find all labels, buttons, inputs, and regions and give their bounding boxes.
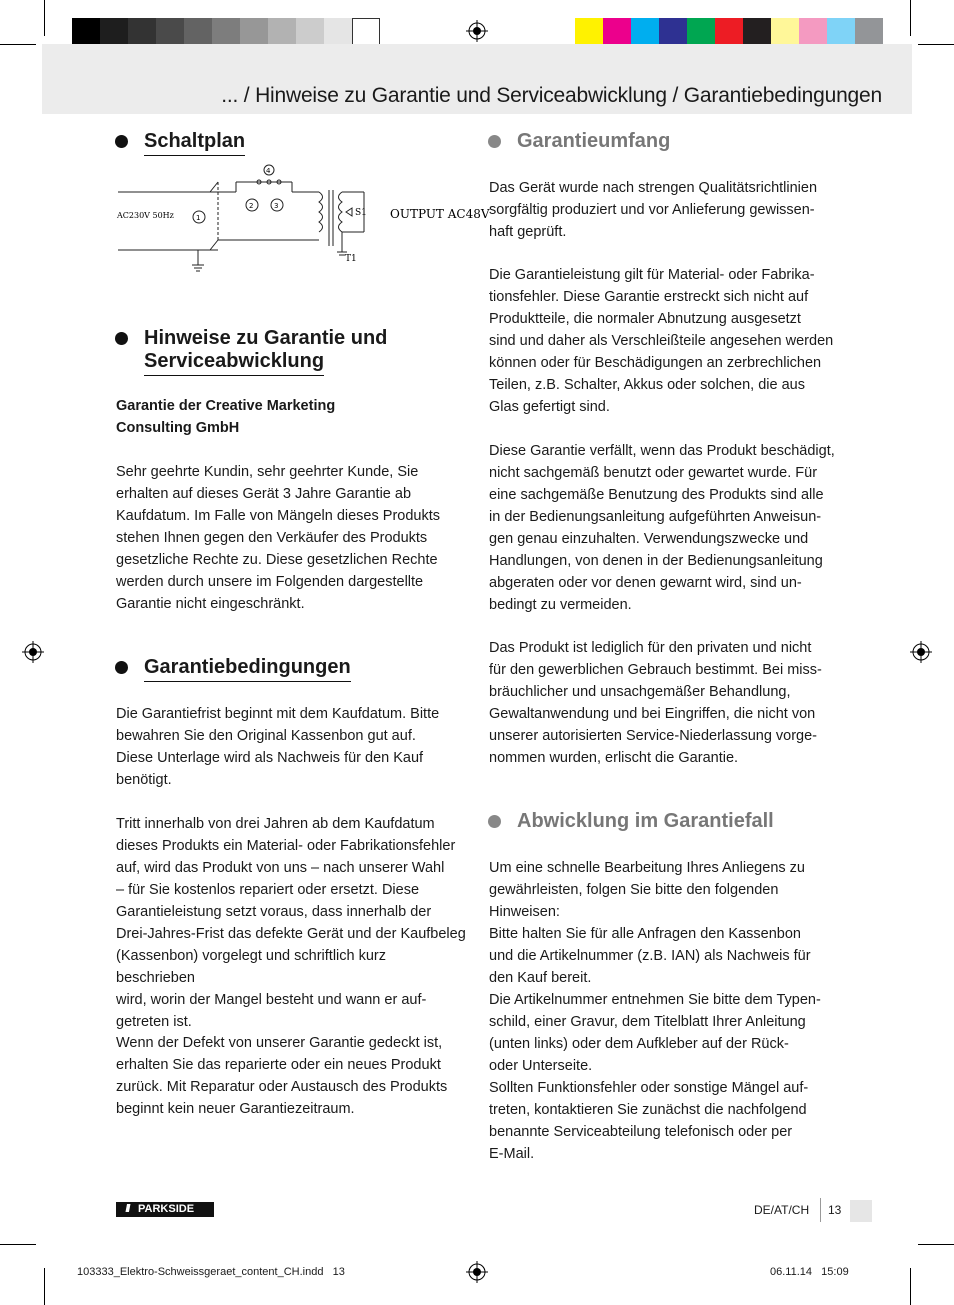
color-swatch <box>324 18 352 46</box>
color-swatch <box>771 18 799 46</box>
logo-stripes-icon: /// <box>125 1203 129 1215</box>
abwicklung-text: Um eine schnelle Bearbeitung Ihres Anliegens zu gewährleisten, folgen Sie bitte den folgenden Hinweisen: Bitte halten Sie für alle Anfragen den Kassenbon und die Artikelnummer (z.B. IAN) als Nachweis für den Kauf bereit. Die Artikelnummer entnehmen Sie bitte dem Typen- schild, einer Gravur, dem Titelblatt Ihrer Anleitung (unten links) oder dem Aufkleber auf der Rück- oder Unterseite. Sollten Funktionsfehler oder sonstige Mängel auf- treten, kontaktieren Sie zunächst die nachfolgend benannte Serviceabteilung telefonisch oder per E-Mail. <box>489 860 821 1162</box>
crop-mark <box>0 44 36 45</box>
output-voltage-label: OUTPUT AC48V <box>390 207 490 221</box>
color-swatch <box>184 18 212 46</box>
color-swatch <box>687 18 715 46</box>
color-swatch <box>268 18 296 46</box>
color-swatch <box>715 18 743 46</box>
print-date-time: 06.11.14 15:09 <box>770 1266 849 1278</box>
input-voltage-label: AC230V 50Hz <box>117 211 174 220</box>
color-swatch <box>603 18 631 46</box>
registration-mark-icon <box>466 20 488 42</box>
diagram-marker-2: 2 <box>249 202 254 210</box>
crop-mark <box>44 1268 45 1305</box>
color-swatch <box>240 18 268 46</box>
garantie-company: Garantie der Creative Marketing Consulting GmbH <box>116 398 336 436</box>
section-heading-abwicklung: Abwicklung im Garantiefall <box>517 810 774 835</box>
switch-label: S1 <box>355 208 367 218</box>
umfang-paragraph-2: Die Garantieleistung gilt für Material- oder Fabrika- tionsfehler. Diese Garantie erstreckt sich nicht auf Produktteile, die normaler Abnutzung ausgesetzt sind und daher als Verschleißteile angesehen werden können oder für Beschädigungen an zerbrechlichen Teilen, z.B. Schalter, Akkus oder solchen, die aus Glas gefertigt sind. <box>489 267 834 415</box>
bullet-icon <box>115 332 128 345</box>
color-swatch <box>352 18 380 46</box>
transformer-label: T1 <box>345 254 357 264</box>
crop-mark <box>910 1268 911 1305</box>
color-swatch <box>128 18 156 46</box>
crop-mark <box>910 0 911 36</box>
page-title: ... / Hinweise zu Garantie und Serviceabwicklung / Garantiebedingungen <box>221 84 882 107</box>
section-heading-garantieumfang: Garantieumfang <box>517 130 670 155</box>
section-heading-hinweise: Hinweise zu Garantie und Serviceabwicklung <box>144 327 387 376</box>
bullet-icon <box>488 135 501 148</box>
crop-mark <box>918 1244 954 1245</box>
registration-mark-icon <box>910 641 932 663</box>
color-swatch <box>296 18 324 46</box>
color-swatch <box>855 18 883 46</box>
page-number: 13 <box>828 1203 842 1217</box>
bedingungen-paragraph-3: Wenn der Defekt von unserer Garantie gedeckt ist, erhalten Sie das reparierte oder ein neues Produkt zurück. Mit Reparatur oder Austausch des Produkts beginnt kein neuer Garantiezeitraum. <box>116 1035 448 1117</box>
file-info: 103333_Elektro-Schweissgeraet_content_CH.indd 13 <box>77 1266 345 1278</box>
section-heading-garantiebedingungen: Garantiebedingungen <box>144 656 351 682</box>
crop-mark <box>44 0 45 36</box>
bedingungen-paragraph-1: Die Garantiefrist beginnt mit dem Kaufdatum. Bitte bewahren Sie den Original Kassenbon gut auf. Diese Unterlage wird als Nachweis für den Kauf benötigt. <box>116 706 440 788</box>
color-swatch <box>799 18 827 46</box>
bullet-icon <box>115 135 128 148</box>
section-heading-schaltplan: Schaltplan <box>144 130 245 156</box>
color-swatch <box>659 18 687 46</box>
registration-mark-icon <box>466 1261 488 1283</box>
color-swatch <box>743 18 771 46</box>
garantie-intro-text: Sehr geehrte Kundin, sehr geehrter Kunde, Sie erhalten auf dieses Gerät 3 Jahre Garantie ab Kaufdatum. Im Falle von Mängeln dieses Produkts stehen Ihnen gegen den Verkäufer des Produkts gesetzliche Rechte zu. Diese gesetzlichen Rechte werden durch unsere im Folgenden dargestellte Garantie nicht eingeschränkt. <box>116 464 440 612</box>
color-swatch <box>72 18 100 46</box>
registration-mark-icon <box>22 641 44 663</box>
color-swatch <box>827 18 855 46</box>
crop-mark <box>0 1244 36 1245</box>
parkside-logo: /// PARKSIDE <box>116 1202 214 1217</box>
diagram-marker-3: 3 <box>274 202 279 210</box>
bedingungen-paragraph-2: Tritt innerhalb von drei Jahren ab dem Kaufdatum dieses Produkts ein Material- oder Fabrikationsfehler auf, wird das Produkt von uns – nach unserer Wahl – für Sie kostenlos repariert oder ersetzt. Diese Garantieleistung setzt voraus, dass innerhalb der Drei-Jahres-Frist das defekte Gerät und der Kaufbeleg (Kassenbon) vorgelegt und schriftlich kurz beschrieben wird, worin der Mangel besteht und wann er auf- getreten ist. <box>116 816 466 1030</box>
umfang-paragraph-3: Diese Garantie verfällt, wenn das Produkt beschädigt, nicht sachgemäß benutzt oder gewartet wurde. Für eine sachgemäße Benutzung des Produkts sind alle in der Bedienungsanleitung aufgeführten Anweisun- gen genau einzuhalten. Verwendungszwecke und Handlungen, von denen in der Bedienungsanleitung abgeraten oder vor denen gewarnt wird, sind un- bedingt zu vermeiden. <box>489 443 835 613</box>
bullet-icon <box>488 815 501 828</box>
circuit-diagram <box>114 160 490 280</box>
page-tab <box>850 1200 872 1222</box>
color-swatch <box>212 18 240 46</box>
umfang-paragraph-1: Das Gerät wurde nach strengen Qualitätsrichtlinien sorgfältig produziert und vor Anlieferung gewissen- haft geprüft. <box>489 180 818 240</box>
crop-mark <box>918 44 954 45</box>
color-swatch <box>575 18 603 46</box>
diagram-marker-4: 4 <box>266 167 271 175</box>
country-label: DE/AT/CH <box>754 1203 810 1217</box>
color-swatch <box>100 18 128 46</box>
color-swatch <box>156 18 184 46</box>
bullet-icon <box>115 661 128 674</box>
footer-divider <box>820 1198 821 1222</box>
diagram-marker-1: 1 <box>196 214 201 222</box>
color-swatch <box>631 18 659 46</box>
umfang-paragraph-4: Das Produkt ist lediglich für den privaten und nicht für den gewerblichen Gebrauch bestimmt. Bei miss- bräuchlicher und unsachgemäßer Behandlung, Gewaltanwendung und bei Eingriffen, die nicht von unserer autorisierten Service-Niederlassung vorge- nommen wurden, erlischt die Garantie. <box>489 640 822 766</box>
